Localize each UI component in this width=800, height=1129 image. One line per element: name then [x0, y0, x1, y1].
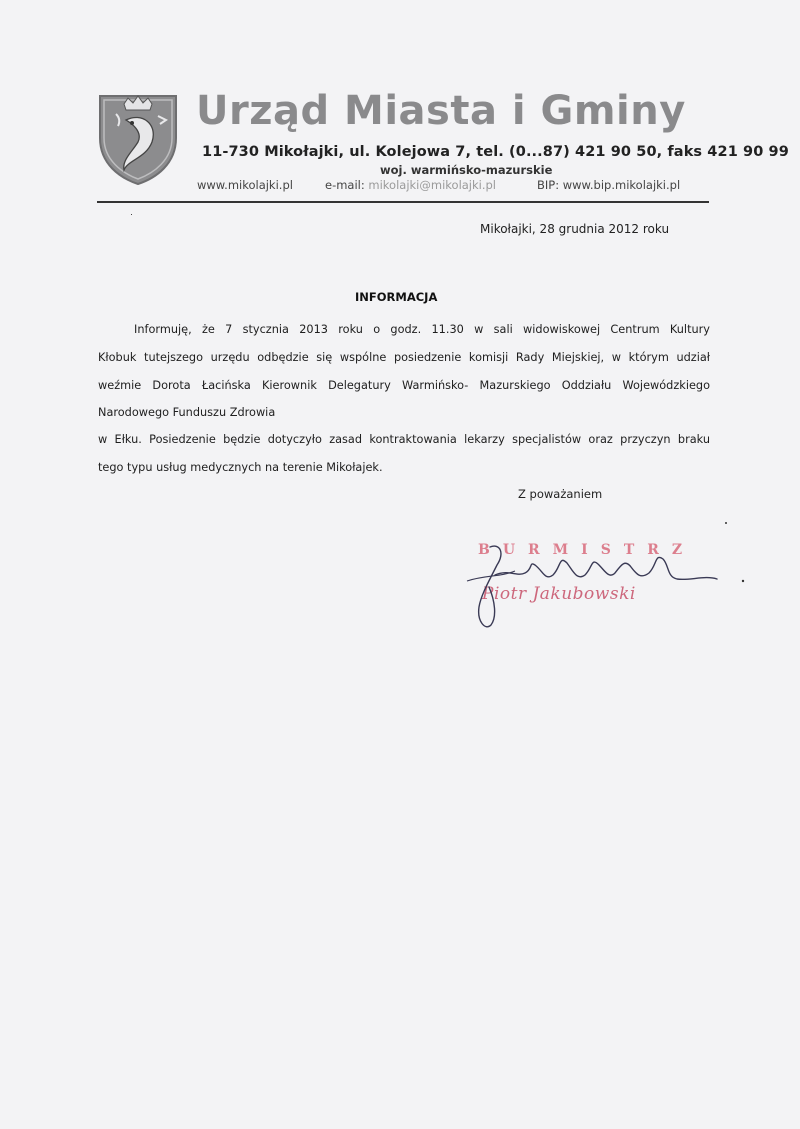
- handwritten-signature: [455, 535, 755, 635]
- email-link[interactable]: mikolajki@mikolajki.pl: [368, 178, 497, 192]
- body-line-1: Informuję, że 7 stycznia 2013 roku o godz. 11.30 w sali widowiskowej Centrum Kultury: [134, 323, 710, 336]
- letterhead-divider: [97, 201, 709, 203]
- body-line-5: w Ełku. Posiedzenie będzie dotyczyło zasad kontraktowania lekarzy specjalistów oraz przyczyn braku: [98, 433, 710, 446]
- office-address: 11-730 Mikołajki, ul. Kolejowa 7, tel. (0...87) 421 90 50, faks 421 90 99: [202, 144, 789, 160]
- office-region: woj. warmińsko-mazurskie: [380, 163, 553, 177]
- stamp-title: BURMISTRZ: [478, 542, 696, 558]
- coat-of-arms-icon: [96, 90, 180, 186]
- office-title: Urząd Miasta i Gminy: [196, 88, 686, 134]
- body-line-3: weźmie Dorota Łacińska Kierownik Delegatury Warmińsko- Mazurskiego Oddziału Wojewódzkiego: [98, 379, 710, 392]
- website-link[interactable]: www.mikolajki.pl: [197, 178, 293, 192]
- scan-dot: [725, 522, 727, 524]
- document-date: Mikołajki, 28 grudnia 2012 roku: [480, 222, 670, 236]
- stamp-name: Piotr Jakubowski: [482, 584, 636, 604]
- email-contact: [325, 178, 496, 192]
- closing-phrase: Z poważaniem: [518, 487, 603, 501]
- document-heading: INFORMACJA: [355, 290, 438, 304]
- email-label: e-mail:: [325, 178, 365, 192]
- bip-link[interactable]: BIP: www.bip.mikolajki.pl: [537, 178, 681, 192]
- body-line-2: Kłobuk tutejszego urzędu odbędzie się wspólne posiedzenie komisji Rady Miejskiej, w którym udział: [98, 351, 710, 364]
- body-line-6: tego typu usług medycznych na terenie Mikołajek.: [98, 461, 383, 474]
- scan-speck: [131, 214, 132, 215]
- body-line-4: Narodowego Funduszu Zdrowia: [98, 406, 276, 419]
